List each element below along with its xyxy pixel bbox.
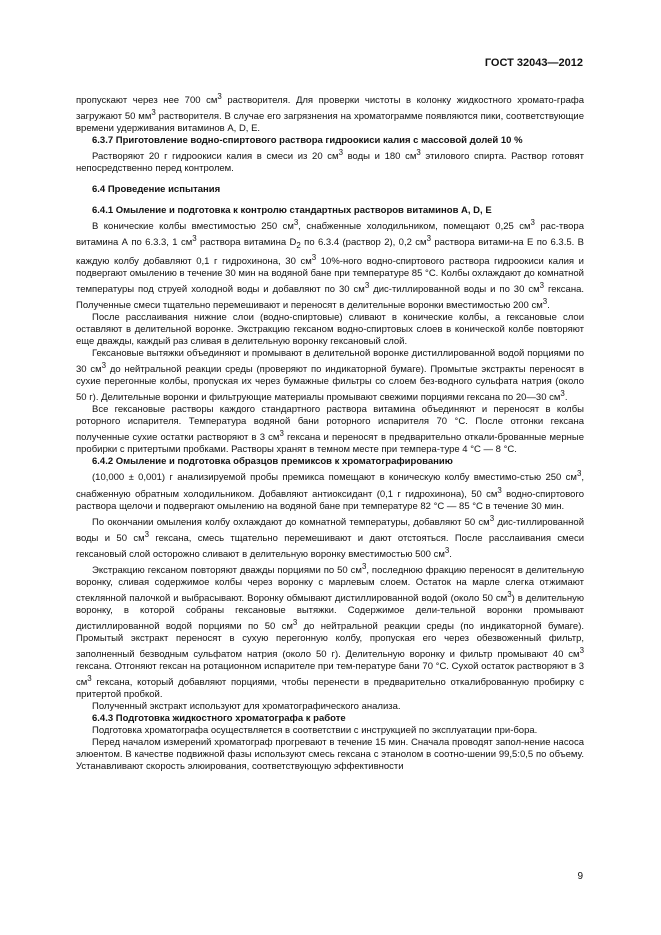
section-heading-6-3-7: 6.3.7 Приготовление водно-спиртового раствора гидроокиси калия с массовой долей 10 % xyxy=(92,135,523,147)
paragraph: Экстракцию гексаном повторяют дважды порциями по 50 $см^3$, последнюю фракцию переносят в делительную воронку, сливая содержимое колбы через воронку с марлевым слоем. Остаток на марле слегка отжимают стеклянной палочкой и выбрасывают. Воронку обмывают дистиллированной водой (около 50 $см^3$) в делительную воронку, в которой собраны гексановые вытяжки. Содержимое дели-тельной воронки промывают дистиллированной водой порциями по 50 $см^3$ до нейтральной реакции среды (по индикаторной бумаге). Промытый экстракт переносят в сухую перегонную колбу, пропуская его через обезвоженный фильтр, заполненный безводным сульфатом натрия (около 50 г). Делительную воронку и фильтр промывают 40 $см^3$ гексана. Отгоняют гексан на ротационном испарителе при тем-пературе бани 70 °С. Сухой остаток растворяют в 3 $см^3$ гексана, который добавляют порциями, чтобы перенести в предварительно откалиброванную пробирку с притертой пробкой. xyxy=(76,561,584,701)
paragraph: Полученный экстракт используют для хроматографического анализа. xyxy=(92,701,401,713)
paragraph: В конические колбы вместимостью 250 $см^3$, снабженные холодильником, помещают 0,25 $см^3$ рас-твора витамина А по 6.3.3, 1 $см^3$ раствора витамина $D_2$ по 6.3.4 (раствор 2), 0,2 $см^3$ раствора витами-на Е по 6.3.5. В каждую колбу добавляют 0,1 г гидрохинона, 30 $см^3$ 10%-ного водно-спиртового раствора гидроокиси калия и подвергают омылению в течение 30 мин на водяной бане при температуре 85 °С. Колбы охлаждают до комнатной температуры под струей холодной воды и добавляют по 30 $см^3$ дис-тиллированной воды и по 30 $см^3$ гексана. Полученные смеси тщательно перемешивают и переносят в делительные воронки вместимостью 200 $см^3$. xyxy=(76,218,585,312)
paragraph: Растворяют 20 г гидроокиси калия в смеси из 20 $см^3$ воды и 180 $см^3$ этилового спирта. Раствор готовят непосредственно перед контролем. xyxy=(76,148,585,175)
section-heading-6-4: 6.4 Проведение испытания xyxy=(92,184,221,196)
paragraph: пропускают через нее 700 $см^3$ растворителя. Для проверки чистоты в колонку жидкостного хромато-графа загружают 50 $мм^3$ растворителя. В случае его загрязнения на хроматограмме появляются пики, соответствующие времени удерживания витаминов А, D, Е. xyxy=(76,92,585,135)
page-number: 9 xyxy=(577,871,583,882)
paragraph: Подготовка хроматографа осуществляется в соответствии с инструкцией по эксплуатации при-бора. xyxy=(92,725,538,737)
paragraph: После расслаивания нижние слои (водно-спиртовые) сливают в конические колбы, а гексановые слои оставляют в делительной воронке. Экстракцию гексаном водно-спиртовых слоев в конической колбе повторяют еще дважды, каждый раз сливая в делительную воронку гексановый слой. xyxy=(76,312,584,348)
section-heading-6-4-3: 6.4.3 Подготовка жидкостного хроматографа к работе xyxy=(92,713,346,725)
section-heading-6-4-1: 6.4.1 Омыление и подготовка к контролю стандартных растворов витаминов А, D, Е xyxy=(92,205,492,217)
paragraph: Перед началом измерений хроматограф прогревают в течение 15 мин. Сначала проводят запол-нение насоса элюентом. В качестве подвижной фазы используют смесь гексана с этанолом в соотно-шении 99,5:0,5 по объему. Устанавливают скорость элюирования, соответствующую эффективности xyxy=(76,737,584,772)
page-content xyxy=(76,91,584,773)
paragraph: Гексановые вытяжки объединяют и промывают в делительной воронке дистиллированной водой порциями по 30 $см^3$ до нейтральной реакции среды (проверяют по индикаторной бумаге). Промытые экстракты переносят в сухие перегонные колбы, пропуская их через бумажные фильтры со слоем без-водного сульфата натрия (около 50 г). Делительные воронки и фильтрующие материалы промывают свежими порциями гексана по 20—30 $см^3$. xyxy=(76,348,584,404)
paragraph: По окончании омыления колбу охлаждают до комнатной температуры, добавляют 50 $см^3$ дис-тиллированной воды и 50 $см^3$ гексана, смесь тщательно перемешивают и дают отстояться. После расслаивания смеси гексановый слой осторожно сливают в делительную воронку вместимостью 500 $см^3$. xyxy=(76,513,585,560)
document-header: ГОСТ 32043—2012 xyxy=(484,57,583,69)
section-heading-6-4-2: 6.4.2 Омыление и подготовка образцов премиксов к хроматографированию xyxy=(92,456,453,468)
paragraph: (10,000 ± 0,001) г анализируемой пробы премикса помещают в коническую колбу вместимо-стью 250 $см^3$, снабженную обратным холодильником. Добавляют антиоксидант (0,1 г гидрохинона), 50 $см^3$ водно-спиртового раствора щелочи и подвергают омылению на водяной бане при температуре 82 °С — 85 °С в течение 30 мин. xyxy=(76,469,584,512)
paragraph: Все гексановые растворы каждого стандартного раствора витамина объединяют и переносят в колбы роторного испарителя. Температура водяной бани роторного испарителя 70 °С. После отгонки гексана полученные сухие остатки растворяют в 3 $см^3$ гексана и переносят в предварительно откали-брованные мерные пробирки с притертыми пробками. Растворы хранят в темном месте при темпера-туре 4 °С — 8 °С. xyxy=(76,404,584,456)
